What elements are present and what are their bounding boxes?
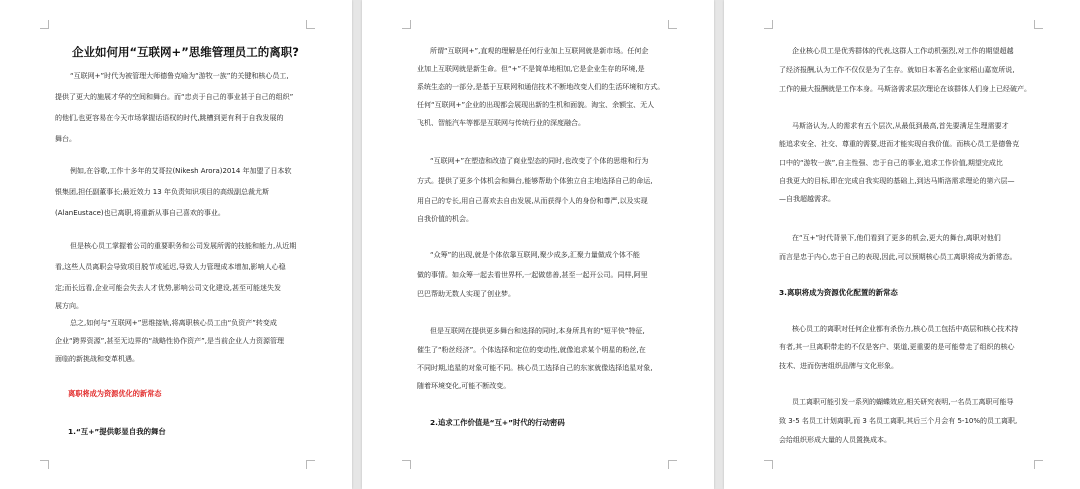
margin-mark bbox=[764, 460, 773, 469]
margin-mark bbox=[1034, 20, 1043, 29]
text-line: 在“互+”时代背景下,他们看到了更多的机会,更大的舞台,离职对他们 bbox=[792, 234, 1001, 242]
text-line: 不同时期,追星的对象可能不同。核心员工选择自己的东家就像选择追星对象, bbox=[417, 364, 653, 372]
text-line: 总之,如何与“互联网+”思维接轨,将离职核心员工由“负资产”转变成 bbox=[70, 319, 277, 327]
text-line: 方式。提供了更多个体机会和舞台,能够帮助个体独立自主地选择自己的命运, bbox=[417, 177, 653, 185]
text-line: 催生了“粉丝经济”。个体选择和定位的变动性,就像追求某个明星的粉丝,在 bbox=[417, 346, 646, 354]
text-line: 提供了更大的施展才华的空间和舞台。而“忠贞于自己的事业甚于自己的组织” bbox=[55, 93, 294, 101]
text-line: 自我更大的目标,即在完成自我实现的基础上,到达马斯洛需求理论的第六层— bbox=[779, 177, 1015, 185]
text-line: 巴巴帮助无数人实现了创业梦。 bbox=[417, 290, 515, 298]
text-line: 致 3-5 名员工计划离职,而 3 名员工离职,其后三个月会有 5-10%的员工离职, bbox=[779, 417, 1018, 425]
text-line: 例如,在谷歌,工作十多年的艾哥拉(Nikesh Arora)2014 年加盟了日本软 bbox=[70, 167, 292, 175]
text-line: 业加上互联网就是新生命。但“+”不是简单地相加,它是企业生存的环境,是 bbox=[417, 65, 645, 73]
text-line: 但是互联网在提供更多舞台和选择的同时,本身所具有的“短平快”特征, bbox=[430, 327, 645, 335]
text-line: 银集团,担任副董事长;最近效力 13 年负责知识项目的高级副总裁尤斯 bbox=[55, 188, 269, 196]
margin-mark bbox=[40, 460, 49, 469]
text-line: 而言是忠于内心,忠于自己的表现,因此,可以预期核心员工离职将成为新常态。 bbox=[779, 253, 1017, 261]
document-page-1 bbox=[0, 0, 352, 489]
text-line: 企业“跨界资源”,甚至无边界的“战略性协作资产”,是当前企业人力资源管理 bbox=[55, 337, 284, 345]
text-line: 能追求安全、社交、尊重的需要,进而才能实现自我价值。而核心员工是德鲁克 bbox=[779, 140, 1020, 148]
text-line: 口中的“游牧一族”,自主性强、忠于自己的事业,追求工作价值,期望完成比 bbox=[779, 159, 1003, 167]
text-line: “互联网+”时代为被管理大师德鲁克喻为“游牧一族”的关键和核心员工, bbox=[70, 72, 289, 80]
margin-mark bbox=[1034, 460, 1043, 469]
margin-mark bbox=[668, 460, 677, 469]
text-line: 自我价值的机会。 bbox=[417, 215, 473, 223]
text-line: 面临的新挑战和变革机遇。 bbox=[55, 355, 139, 363]
text-line: “互联网+”在塑造和改造了商业型态的同时,也改变了个体的思维和行为 bbox=[430, 157, 649, 165]
text-line: 技术、进而伤害组织品牌与文化形象。 bbox=[779, 362, 898, 370]
margin-mark bbox=[402, 460, 411, 469]
text-line: 用自己的专长,用自己喜欢去自由发展,从而获得个人的身份和尊严,以及实现 bbox=[417, 197, 648, 205]
text-line: (AlanEustace)也已离职,将重新从事自己喜欢的事业。 bbox=[55, 209, 225, 217]
text-line: 马斯洛认为,人的需求有五个层次,从最低到最高,首先要满足生理需要才 bbox=[792, 122, 1009, 130]
document-page-3 bbox=[724, 0, 1080, 489]
margin-mark bbox=[306, 460, 315, 469]
margin-mark bbox=[306, 20, 315, 29]
document-title: 企业如何用“互联网+”思维管理员工的离职? bbox=[72, 45, 299, 59]
margin-mark bbox=[402, 20, 411, 29]
section-heading: 3.离职将成为资源优化配置的新常态 bbox=[779, 288, 898, 297]
text-line: 工作的最大报酬就是工作本身。马斯洛需求层次理论在该群体人们身上已经破产。 bbox=[779, 85, 1031, 93]
text-line: 但是核心员工掌握着公司的重要职务和公司发展所需的技能和能力,从近期 bbox=[70, 242, 297, 250]
margin-mark bbox=[764, 20, 773, 29]
text-line: 所谓“互联网+”,直观的理解是任何行业加上互联网就是新市场。任何企 bbox=[430, 47, 649, 55]
text-line: 舞台。 bbox=[55, 135, 76, 143]
text-line: 的他们,也更容易在今天市场掌握话语权的时代,跳槽到更有利于自我发展的 bbox=[55, 114, 284, 122]
margin-mark bbox=[40, 20, 49, 29]
text-line: 系统生态的一部分,是基于互联网和通信技术不断地改变人们的生活环境和方式。 bbox=[417, 83, 665, 91]
text-line: 随着环境变化,可能不断改变。 bbox=[417, 382, 511, 390]
text-line: 展方向。 bbox=[55, 302, 83, 310]
section-heading: 1.“互+”提供彰显自我的舞台 bbox=[68, 427, 166, 436]
text-line: 核心员工的离职对任何企业都有杀伤力,核心员工包括中高层和核心技术持 bbox=[792, 325, 1019, 333]
text-line: 了经济报酬,认为工作不仅仅是为了生存。就如日本著名企业家稻山嘉宽所说, bbox=[779, 66, 1015, 74]
text-line: 员工离职可能引发一系列的蝴蝶效应,相关研究表明,一名员工离职可能导 bbox=[792, 398, 1014, 406]
document-page-2 bbox=[362, 0, 714, 489]
text-line: 做的事情。如众筹一起去看世界杯,一起做慈善,甚至一起开公司。同样,阿里 bbox=[417, 271, 648, 279]
text-line: 有者,其一旦离职带走的不仅是客户、渠道,更重要的是可能带走了组织的核心 bbox=[779, 343, 1015, 351]
text-line: “众筹”的出现,就是个体依靠互联网,聚少成多,汇聚力量做成个体不能 bbox=[430, 251, 640, 259]
margin-mark bbox=[668, 20, 677, 29]
text-line: 任何“互联网+”企业的出现都会展现出新的生机和面貌。淘宝、余额宝、无人 bbox=[417, 101, 655, 109]
text-line: —自我超越需求。 bbox=[779, 195, 835, 203]
text-line: 会给组织形成大量的人员置换成本。 bbox=[779, 436, 891, 444]
text-line: 飞机、智能汽车等都是互联网与传统行业的深度融合。 bbox=[417, 119, 585, 127]
text-line: 企业核心员工是优秀群体的代表,这群人工作动机强烈,对工作的期望超越 bbox=[792, 47, 1014, 55]
text-line: 看,这些人员离职会导致项目脱节或延迟,导致人力管理成本增加,影响人心稳 bbox=[55, 263, 286, 271]
section-heading-red: 离职将成为资源优化的新常态 bbox=[68, 389, 162, 398]
section-heading: 2.追求工作价值是“互+”时代的行动密码 bbox=[430, 418, 565, 427]
text-line: 定;而长远看,企业可能会失去人才优势,影响公司文化建设,甚至可能迷失发 bbox=[55, 284, 282, 292]
